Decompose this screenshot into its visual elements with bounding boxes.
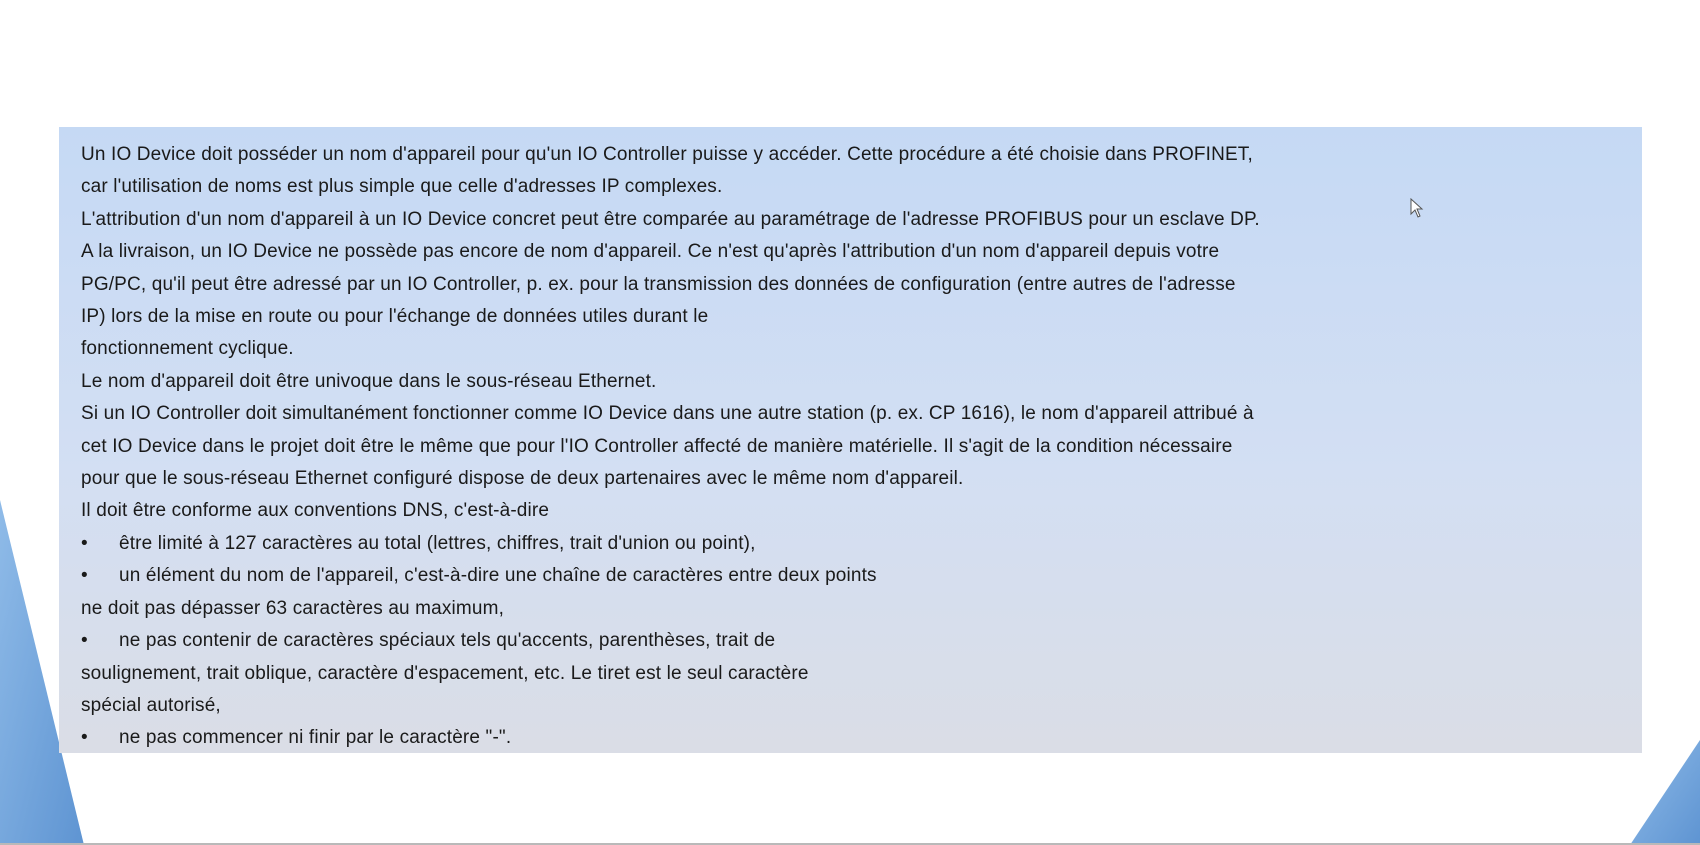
line-text: L'attribution d'un nom d'appareil à un IO Device concret peut être comparée au paramétrage de l'adresse PROFIBUS pour un esclave DP. <box>81 208 1260 230</box>
text-line <box>81 236 1642 268</box>
line-text: soulignement, trait oblique, caractère d'espacement, etc. Le tiret est le seul caractère <box>81 662 809 684</box>
line-text: Il doit être conforme aux conventions DNS, c'est-à-dire <box>81 500 550 522</box>
bullet-line <box>81 722 1642 754</box>
line-text: un élément du nom de l'appareil, c'est-à-dire une chaîne de caractères entre deux points <box>119 565 877 587</box>
text-line <box>81 171 1642 203</box>
document-body <box>81 139 1642 755</box>
bullet-line <box>81 528 1642 560</box>
line-text: être limité à 127 caractères au total (lettres, chiffres, trait d'union ou point), <box>119 532 756 554</box>
text-line <box>81 463 1642 495</box>
mouse-cursor-icon <box>1410 198 1424 218</box>
bullet-marker: • <box>81 532 88 554</box>
text-line <box>81 139 1642 171</box>
line-text: spécial autorisé, <box>81 694 221 716</box>
text-line <box>81 333 1642 365</box>
line-text: ne doit pas dépasser 63 caractères au maximum, <box>81 597 504 619</box>
bullet-marker: • <box>81 630 88 652</box>
line-text: Un IO Device doit posséder un nom d'appareil pour qu'un IO Controller puisse y accéder. Cette procédure a été choisie dans PROFINET, <box>81 144 1253 165</box>
text-line <box>81 398 1642 430</box>
line-text: PG/PC, qu'il peut être adressé par un IO Controller, p. ex. pour la transmission des données de configuration (entre autres de l'adresse <box>81 273 1236 295</box>
text-line <box>81 431 1642 463</box>
bullet-line <box>81 625 1642 657</box>
line-text: Si un IO Controller doit simultanément fonctionner comme IO Device dans une autre station (p. ex. CP 1616), le nom d'appareil attribué à <box>81 403 1254 425</box>
text-line <box>81 204 1642 236</box>
line-text: A la livraison, un IO Device ne possède pas encore de nom d'appareil. Ce n'est qu'après l'attribution d'un nom d'appareil depuis votre <box>81 241 1220 263</box>
line-text: cet IO Device dans le projet doit être le même que pour l'IO Controller affecté de manière matérielle. Il s'agit de la condition nécessaire <box>81 435 1233 457</box>
text-line <box>81 301 1642 333</box>
text-line <box>81 690 1642 722</box>
right-accent-triangle <box>1630 740 1700 845</box>
text-panel <box>59 127 1642 753</box>
line-text: ne pas contenir de caractères spéciaux tels qu'accents, parenthèses, trait de <box>119 630 776 652</box>
line-text: Le nom d'appareil doit être univoque dans le sous-réseau Ethernet. <box>81 370 657 392</box>
line-text: pour que le sous-réseau Ethernet configuré dispose de deux partenaires avec le même nom d'appareil. <box>81 468 964 490</box>
line-text: car l'utilisation de noms est plus simple que celle d'adresses IP complexes. <box>81 176 723 198</box>
text-line <box>81 366 1642 398</box>
text-line <box>81 495 1642 527</box>
text-line <box>81 269 1642 301</box>
bullet-marker: • <box>81 565 88 587</box>
text-line <box>81 593 1642 625</box>
line-text: IP) lors de la mise en route ou pour l'échange de données utiles durant le <box>81 306 709 328</box>
bullet-marker: • <box>81 727 88 749</box>
text-line <box>81 658 1642 690</box>
line-text: fonctionnement cyclique. <box>81 338 294 360</box>
line-text: ne pas commencer ni finir par le caractère "-". <box>119 727 512 749</box>
bullet-line <box>81 560 1642 592</box>
